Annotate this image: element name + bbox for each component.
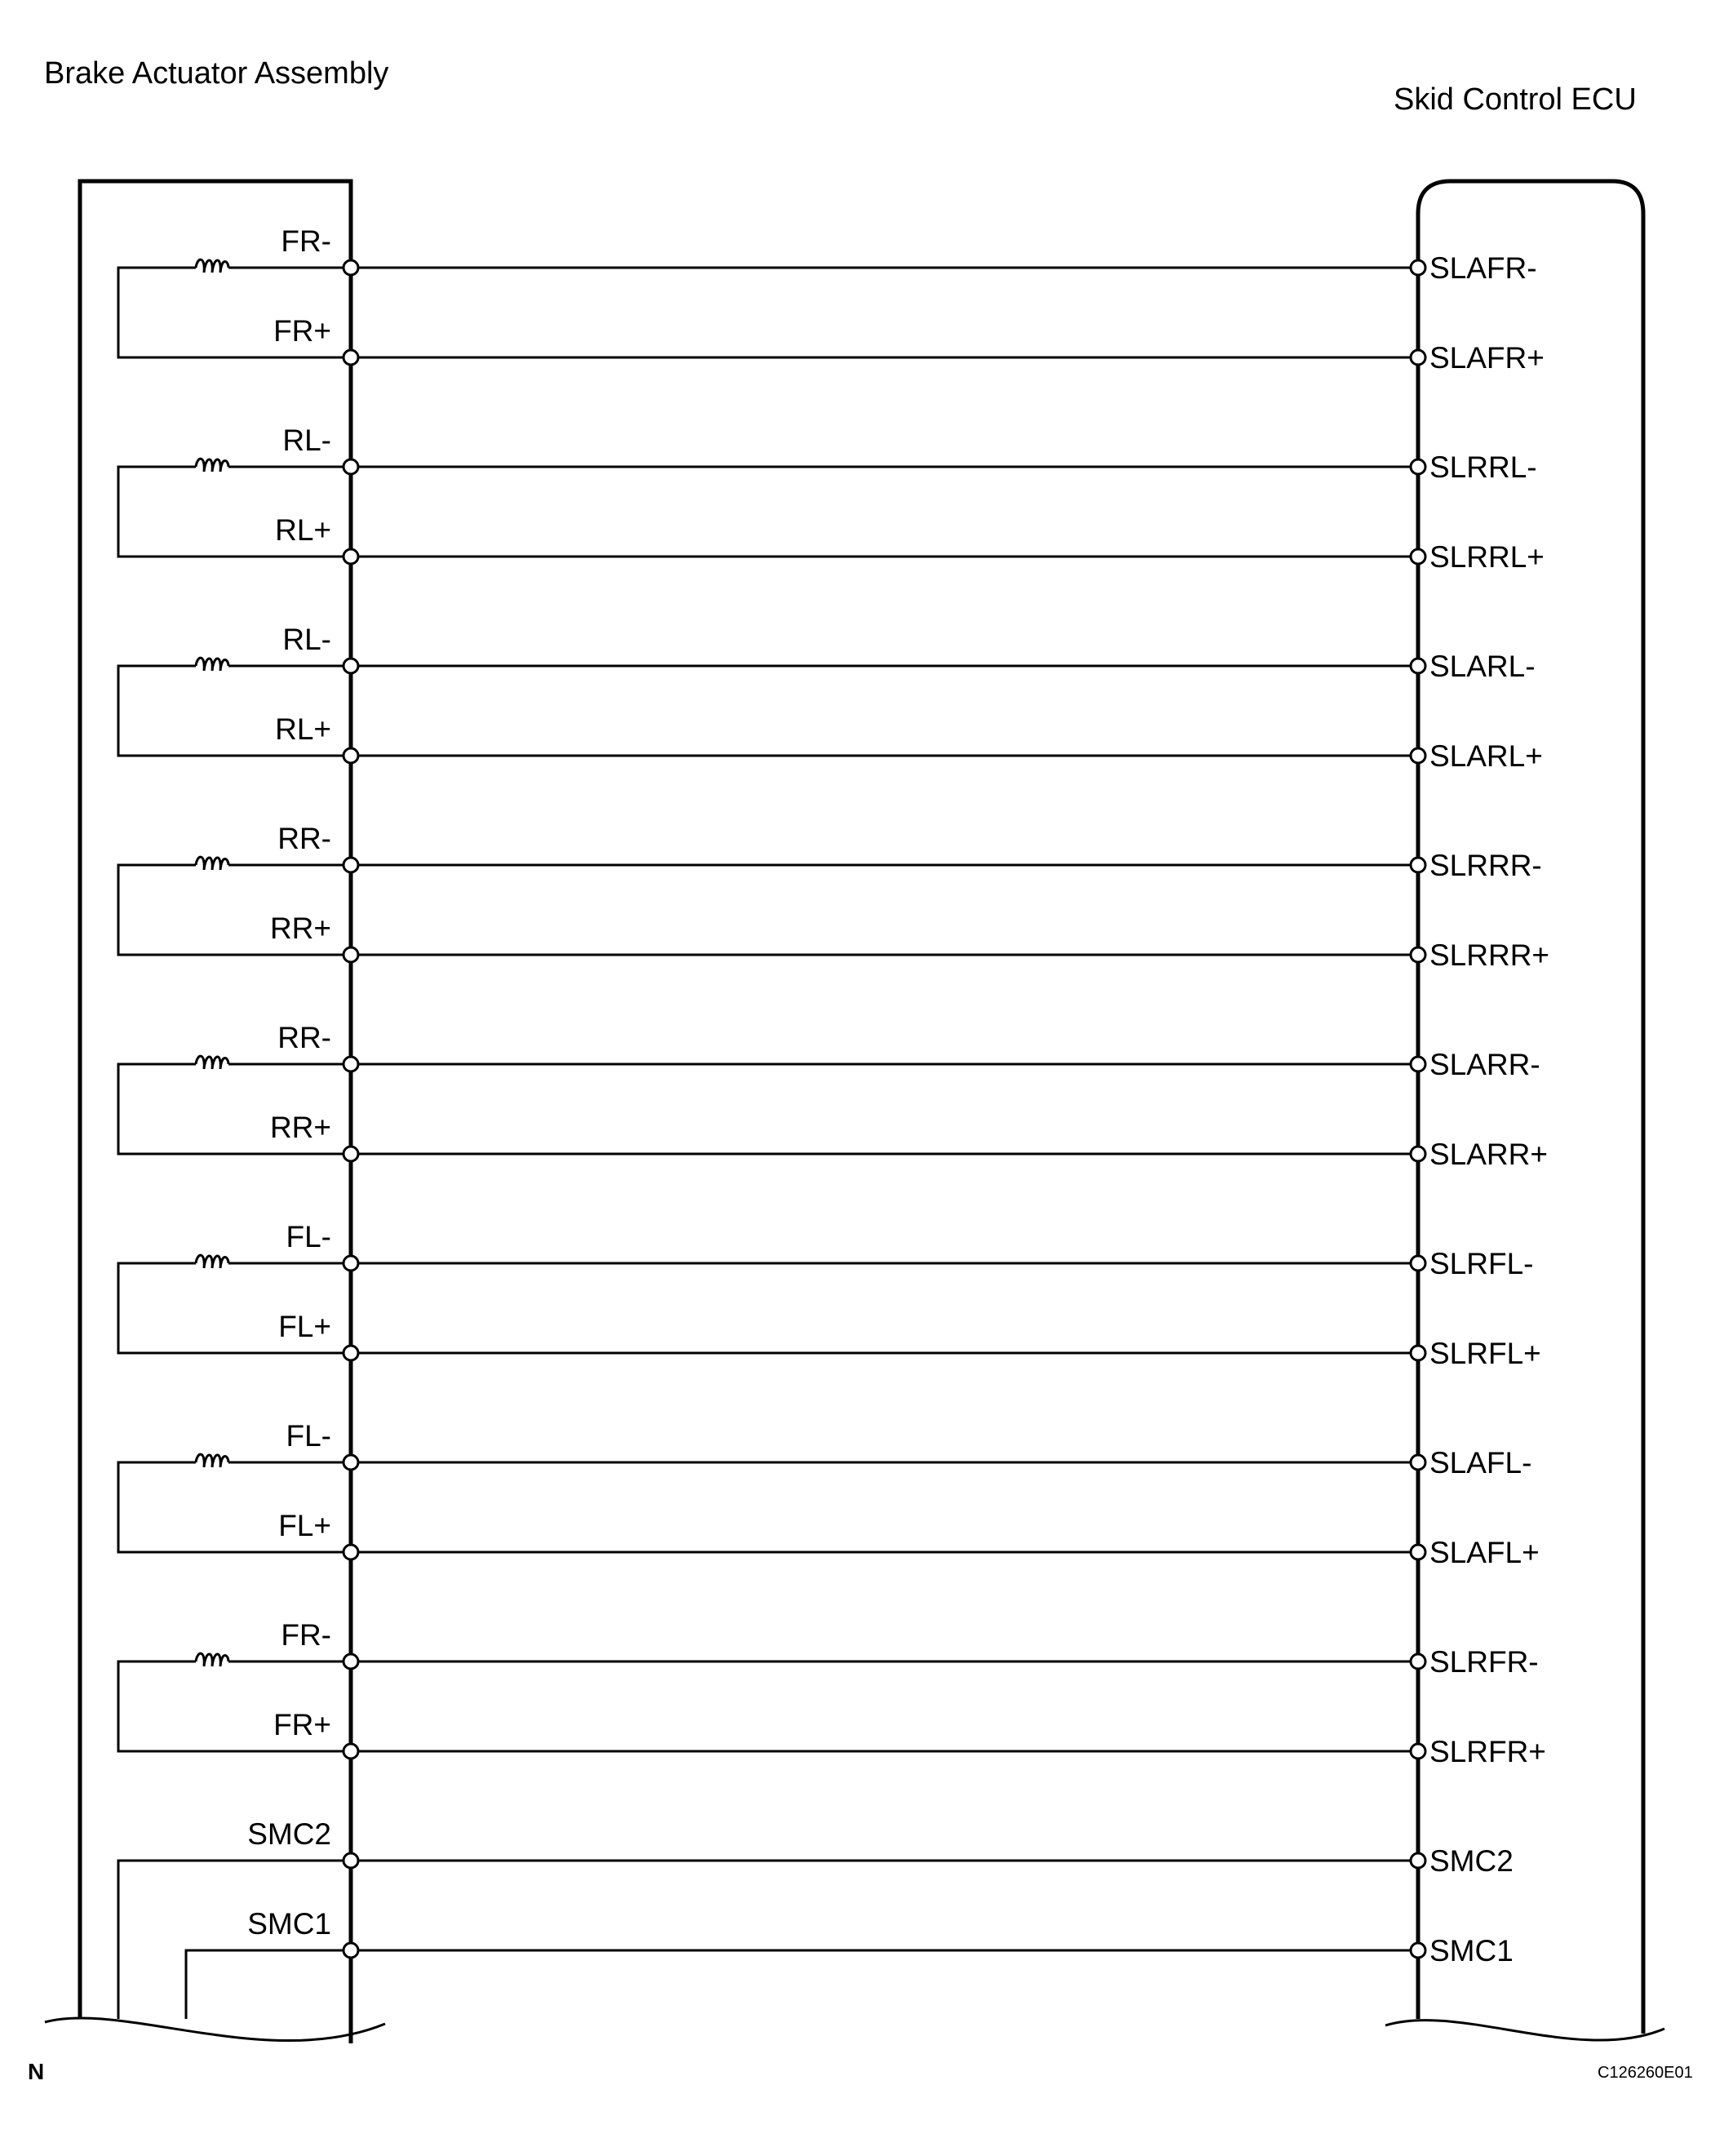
- circuit-4: [118, 822, 1549, 972]
- ecu-pin-neg: SLAFL-: [1429, 1446, 1532, 1479]
- terminal-node: [343, 1545, 358, 1559]
- circuit-2: [118, 424, 1545, 574]
- terminal-node: [343, 350, 358, 365]
- coil-icon: [196, 260, 228, 273]
- terminal-node: [1411, 549, 1425, 564]
- terminal-node: [1411, 1057, 1425, 1071]
- terminal-node: [1411, 1654, 1425, 1669]
- ecu-pin-neg: SLRRL-: [1429, 450, 1537, 484]
- coil-icon: [196, 1454, 228, 1467]
- terminal-node: [343, 1943, 358, 1958]
- figure-id: C126260E01: [1598, 2064, 1693, 2082]
- ecu-pin-neg: SLRRR-: [1429, 849, 1542, 882]
- terminal-node: [1411, 1545, 1425, 1559]
- terminal-node: [343, 748, 358, 763]
- circuit-group: [118, 224, 1549, 1768]
- terminal-node: [1411, 748, 1425, 763]
- terminal-node: [343, 1853, 358, 1868]
- sensor-line-smc1: [186, 1907, 1514, 2019]
- ecu-pin-sensor: SMC2: [1429, 1844, 1514, 1878]
- terminal-node: [343, 1744, 358, 1759]
- terminal-node: [343, 1654, 358, 1669]
- sensor-group: [118, 1817, 1514, 2019]
- terminal-node: [1411, 1744, 1425, 1759]
- terminal-node: [343, 659, 358, 673]
- left-pin-neg: RR-: [277, 822, 331, 855]
- left-pin-pos: FR+: [273, 1708, 331, 1741]
- terminal-node: [343, 459, 358, 474]
- ecu-pin-neg: SLAFR-: [1429, 251, 1537, 285]
- ecu-pin-neg: SLARR-: [1429, 1048, 1540, 1081]
- circuit-7: [118, 1419, 1540, 1569]
- left-component-title: Brake Actuator Assembly: [44, 56, 389, 91]
- terminal-node: [343, 1346, 358, 1360]
- terminal-node: [343, 858, 358, 872]
- circuit-8: [118, 1618, 1546, 1768]
- left-pin-neg: FL-: [286, 1419, 331, 1453]
- terminal-node: [1411, 1943, 1425, 1958]
- terminal-node: [1411, 1853, 1425, 1868]
- ecu-pin-pos: SLARR+: [1429, 1138, 1548, 1171]
- ecu-pin-neg: SLARL-: [1429, 650, 1536, 683]
- left-pin-neg: RR-: [277, 1021, 331, 1054]
- terminal-node: [343, 1455, 358, 1470]
- coil-icon: [196, 658, 228, 671]
- circuit-3: [118, 623, 1543, 773]
- circuit-5: [118, 1021, 1548, 1171]
- terminal-node: [1411, 350, 1425, 365]
- coil-icon: [196, 1653, 228, 1666]
- left-pin-pos: RR+: [269, 1111, 331, 1144]
- left-pin-sensor: SMC1: [247, 1907, 331, 1941]
- terminal-node: [343, 947, 358, 962]
- left-pin-pos: FL+: [278, 1310, 331, 1343]
- terminal-node: [1411, 659, 1425, 673]
- left-pin-neg: FL-: [286, 1220, 331, 1253]
- left-pin-neg: FR-: [281, 224, 331, 258]
- ecu-pin-pos: SLRFR+: [1429, 1735, 1546, 1768]
- left-pin-neg: FR-: [281, 1618, 331, 1652]
- coil-icon: [196, 459, 228, 472]
- terminal-node: [343, 1147, 358, 1161]
- terminal-node: [1411, 947, 1425, 962]
- corner-mark: N: [28, 2059, 45, 2084]
- terminal-node: [1411, 858, 1425, 872]
- left-pin-pos: FL+: [278, 1509, 331, 1542]
- right-component-title: Skid Control ECU: [1394, 82, 1637, 117]
- terminal-node: [343, 1057, 358, 1071]
- terminal-node: [1411, 1455, 1425, 1470]
- left-pin-sensor: SMC2: [247, 1817, 331, 1851]
- coil-icon: [196, 857, 228, 870]
- left-pin-neg: RL-: [282, 424, 331, 457]
- terminal-node: [343, 260, 358, 275]
- coil-icon: [196, 1056, 228, 1069]
- left-pin-pos: RL+: [275, 513, 331, 547]
- ecu-pin-pos: SLAFL+: [1429, 1536, 1540, 1569]
- terminal-node: [343, 549, 358, 564]
- terminal-node: [1411, 1256, 1425, 1271]
- ecu-pin-pos: SLAFR+: [1429, 341, 1545, 375]
- left-pin-neg: RL-: [282, 623, 331, 656]
- terminal-node: [1411, 1147, 1425, 1161]
- ecu-pin-pos: SLRFL+: [1429, 1337, 1541, 1370]
- ecu-pin-pos: SLRRL+: [1429, 540, 1545, 574]
- left-pin-pos: RL+: [275, 712, 331, 746]
- ecu-pin-neg: SLRFL-: [1429, 1247, 1534, 1280]
- left-pin-pos: RR+: [269, 912, 331, 945]
- ecu-pin-neg: SLRFR-: [1429, 1645, 1539, 1679]
- circuit-1: [118, 224, 1545, 375]
- ecu-pin-sensor: SMC1: [1429, 1934, 1514, 1967]
- terminal-node: [1411, 260, 1425, 275]
- ecu-pin-pos: SLARL+: [1429, 739, 1543, 773]
- terminal-node: [1411, 1346, 1425, 1360]
- terminal-node: [343, 1256, 358, 1271]
- left-pin-pos: FR+: [273, 314, 331, 348]
- sensor-wire: [186, 1950, 1418, 2019]
- ecu-pin-pos: SLRRR+: [1429, 938, 1550, 972]
- terminal-node: [1411, 459, 1425, 474]
- coil-icon: [196, 1255, 228, 1268]
- circuit-6: [118, 1220, 1541, 1370]
